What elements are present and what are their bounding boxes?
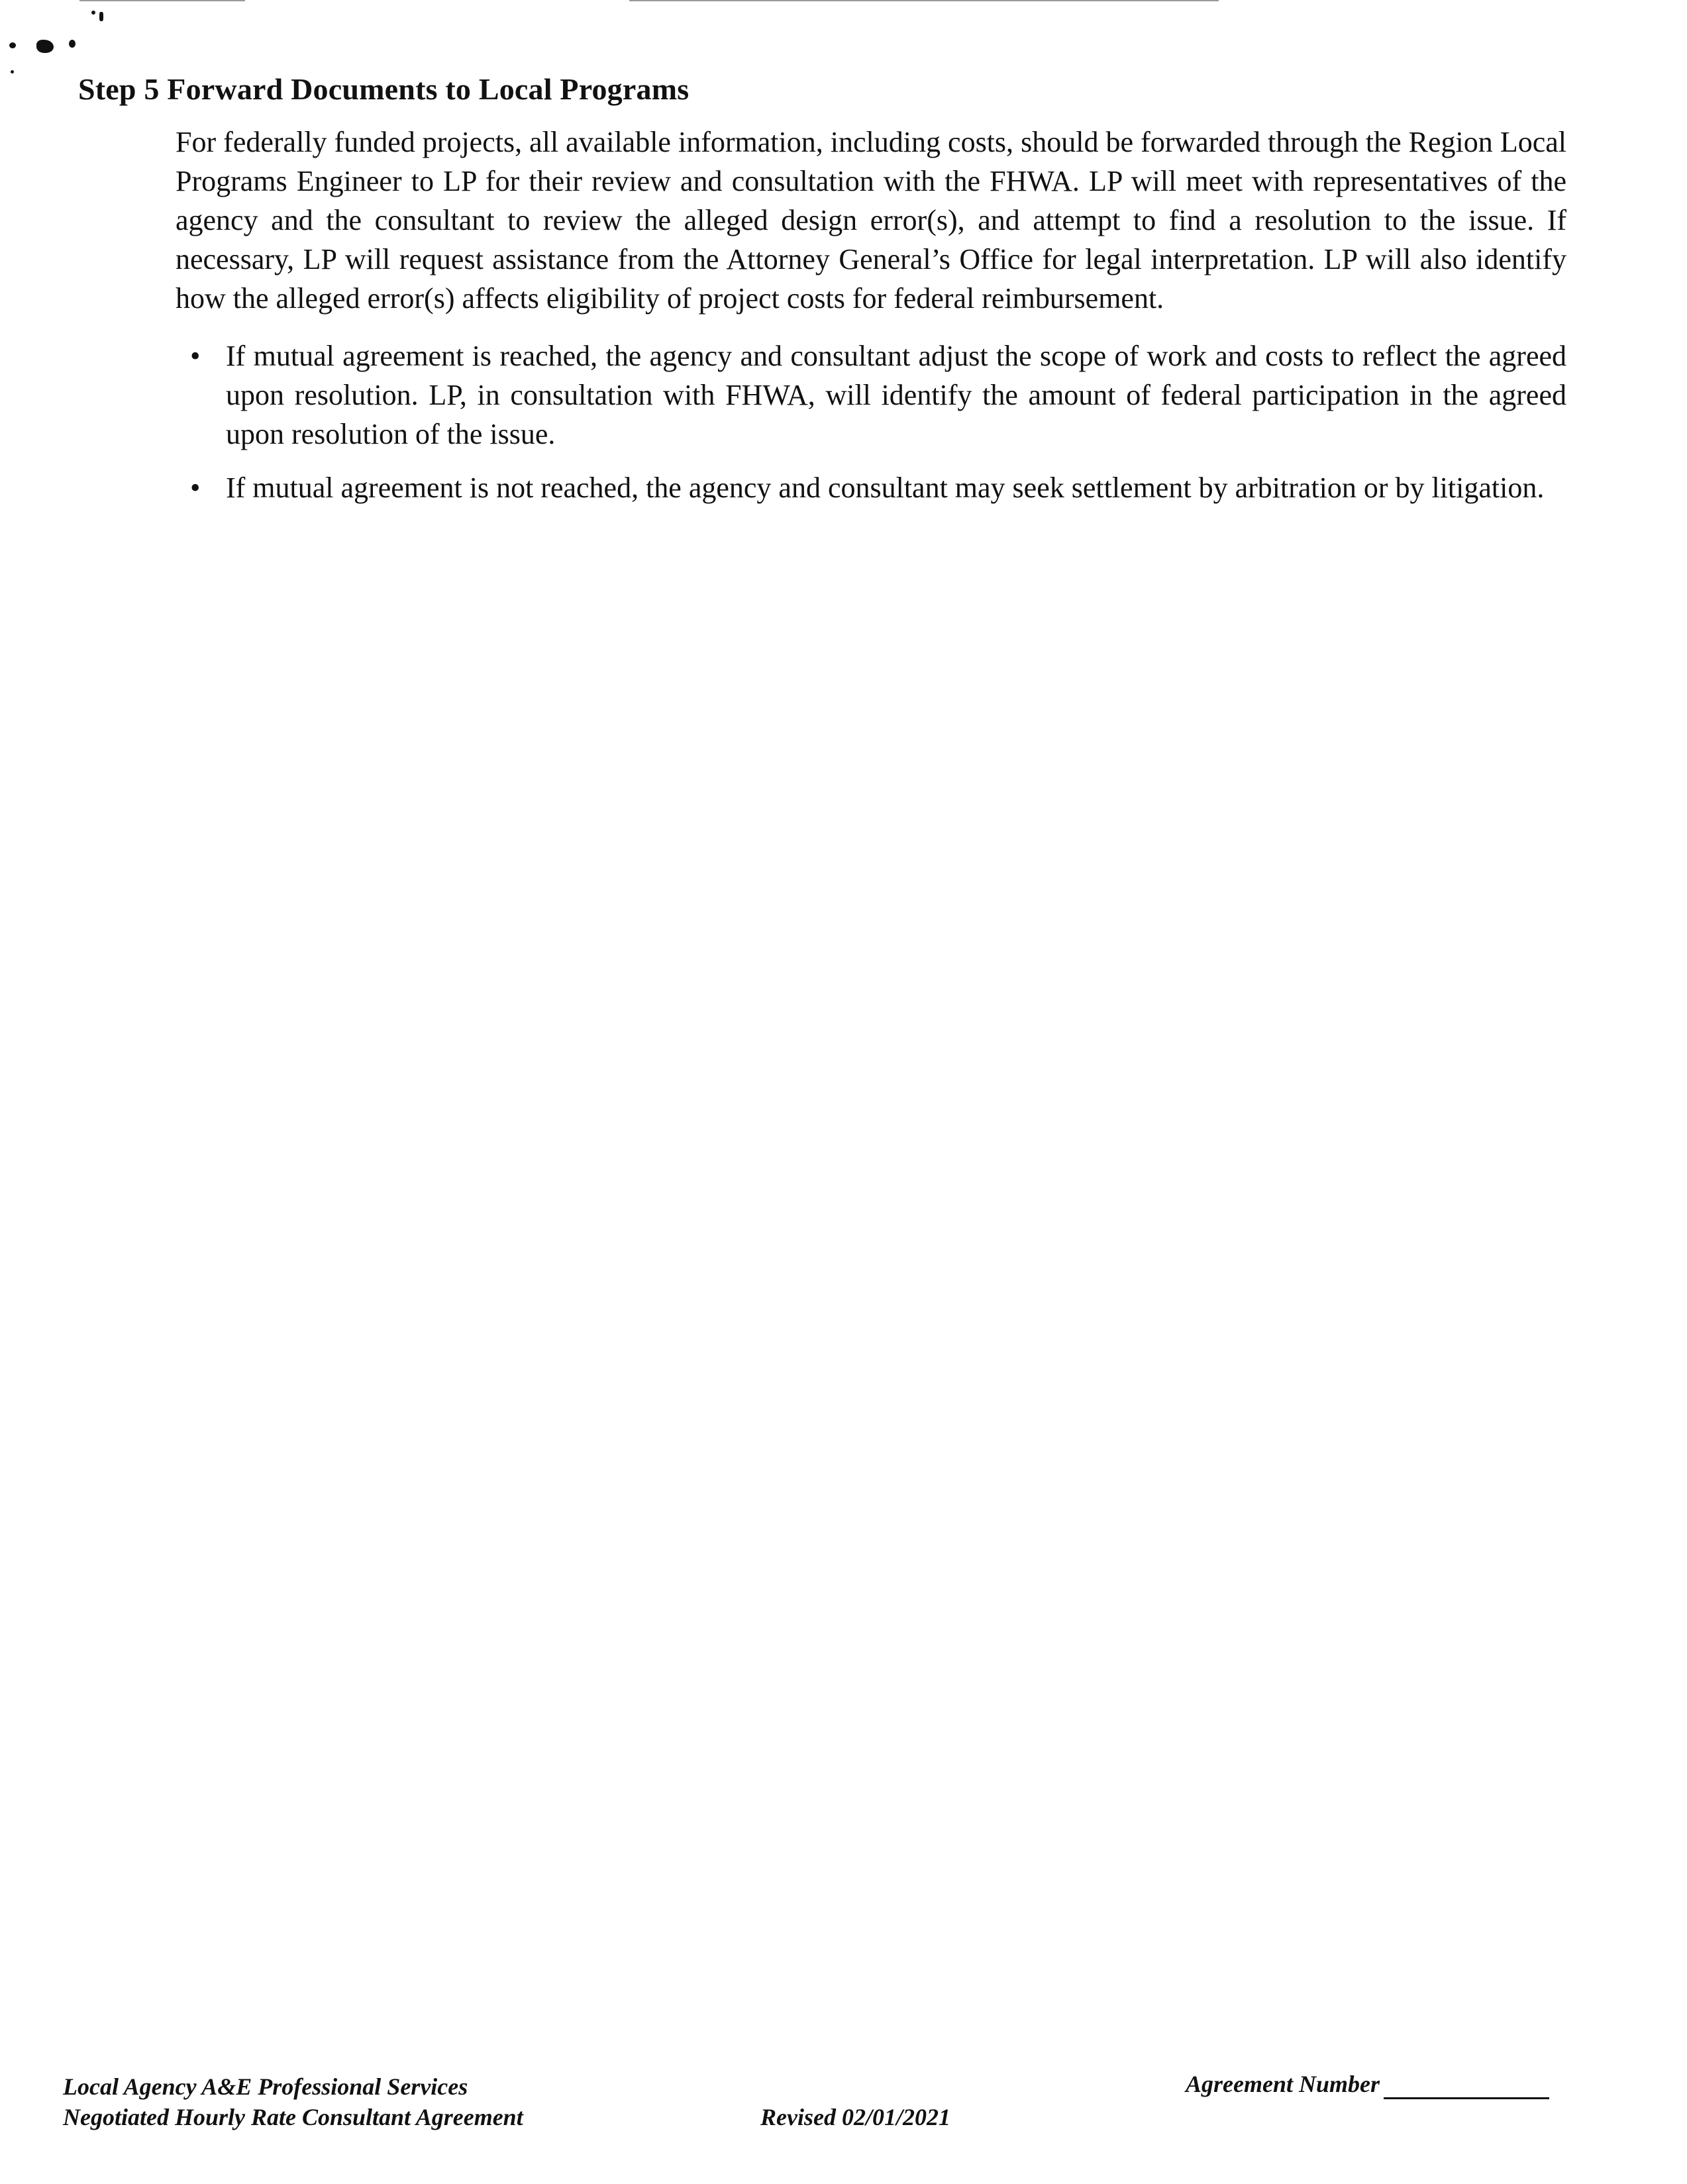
- bullet-icon: •: [190, 472, 201, 504]
- footer-document-title: [63, 2071, 523, 2132]
- agreement-number-label: Agreement Number: [1186, 2071, 1380, 2097]
- scan-artifact-line-right: [629, 0, 1219, 1]
- footer-agreement-number: [1186, 2069, 1549, 2099]
- scan-speck: [11, 70, 14, 74]
- bullet-text: If mutual agreement is reached, the agency and consultant adjust the scope of work and costs to reflect the agreed upon resolution. LP, in consultation with FHWA, will identify the amount of federal participation in the agreed upon resolution of the issue.: [226, 340, 1566, 450]
- footer-revised-date: Revised 02/01/2021: [760, 2104, 950, 2130]
- section-heading: Step 5 Forward Documents to Local Programs: [78, 72, 690, 106]
- scan-speck: [69, 40, 76, 48]
- scan-speck: [99, 12, 103, 21]
- agreement-number-blank: [1384, 2075, 1549, 2099]
- list-item: [176, 468, 1566, 507]
- bullet-icon: •: [190, 340, 201, 372]
- scan-speck: [91, 11, 95, 15]
- bullet-text: If mutual agreement is not reached, the agency and consultant may seek settlement by arbitration or by litigation.: [226, 472, 1545, 504]
- scan-artifact-line-left: [79, 0, 245, 1]
- footer-line-2: Negotiated Hourly Rate Consultant Agreement: [63, 2104, 523, 2130]
- scan-speck: [9, 42, 16, 48]
- footer-line-1: Local Agency A&E Professional Services: [63, 2073, 468, 2100]
- scan-speck: [36, 40, 54, 53]
- list-item: [176, 336, 1566, 454]
- body-paragraph: For federally funded projects, all available information, including costs, should be forwarded through the Region Local Programs Engineer to LP for their review and consultation with the FHWA. LP will meet with representatives of the agency and the consultant to review the alleged design error(s), and attempt to find a resolution to the issue. If necessary, LP will request assistance from the Attorney General’s Office for legal interpretation. LP will also identify how the alleged error(s) affects eligibility of project costs for federal reimbursement.: [176, 126, 1566, 315]
- section-body: [176, 123, 1566, 522]
- bullet-list: [176, 336, 1566, 507]
